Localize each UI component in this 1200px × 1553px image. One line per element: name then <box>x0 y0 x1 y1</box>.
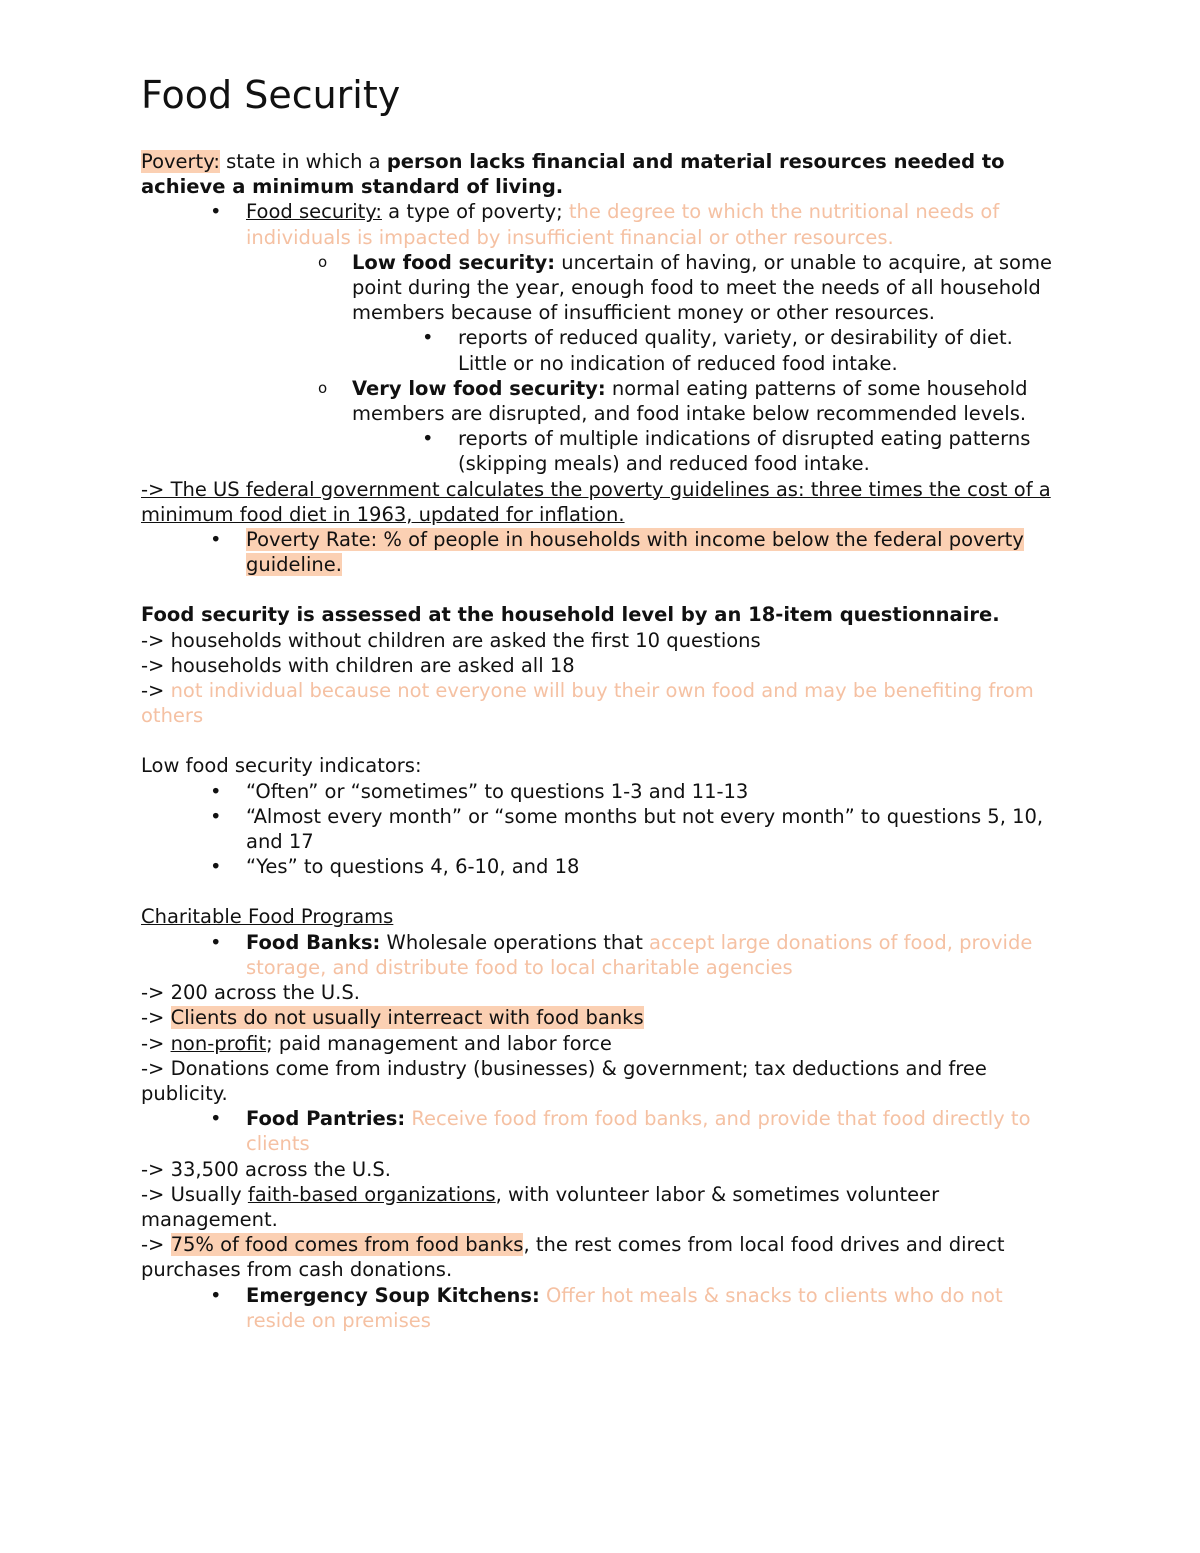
page-title: Food Security <box>141 73 401 117</box>
spacer <box>141 728 1061 753</box>
low-food-security-term: Low food security: <box>352 250 556 274</box>
bullet-icon: • <box>422 326 434 350</box>
bullet-icon: • <box>210 804 222 828</box>
food-security-term: Food security: <box>246 200 382 224</box>
soup-kitchens-item <box>141 1283 1061 1333</box>
indicator-item: • “Yes” to questions 4, 6-10, and 18 <box>210 855 580 879</box>
poverty-lead: state in which a <box>219 150 387 173</box>
guideline-note <box>141 477 1061 527</box>
assessment-line-2: -> households with children are asked all 18 <box>141 653 575 677</box>
food-pantries-highlight: 75% of food comes from food banks <box>170 1233 524 1257</box>
indicator-item: • “Almost every month” or “some months but not every month” to questions 5, 10, and 17 <box>210 804 1044 854</box>
bullet-icon: • <box>210 528 222 552</box>
bullet-icon: • <box>210 1283 222 1307</box>
food-security-item <box>141 199 1061 249</box>
bullet-icon: • <box>210 200 222 224</box>
poverty-rate-item <box>141 527 1061 577</box>
document-page <box>141 70 1061 1333</box>
sub-bullet-icon: o <box>318 378 328 397</box>
very-low-food-security-detail-text: reports of multiple indications of disrupted eating patterns (skipping meals) and reduced food intake. <box>458 427 1031 476</box>
poverty-term: Poverty: <box>141 150 220 173</box>
food-pantries-term: Food Pantries: <box>246 1107 406 1131</box>
assessment-heading: Food security is assessed at the household level by an 18-item questionnaire. <box>141 603 1000 627</box>
food-pantries-accent: Receive food from food banks, and provide that food directly to clients <box>246 1107 1031 1156</box>
programs-heading: Charitable Food Programs <box>141 905 394 929</box>
low-food-security-detail-text: reports of reduced quality, variety, or desirability of diet. Little or no indication of reduced food intake. <box>458 326 1013 375</box>
bullet-icon: • <box>210 930 222 954</box>
bullet-icon: • <box>210 779 222 803</box>
food-pantries-usually: -> Usually faith-based organizations, with volunteer labor & sometimes volunteer management. <box>141 1182 940 1231</box>
sub-bullet-icon: o <box>318 252 328 271</box>
assessment-accent: not individual because not everyone will buy their own food and may be benefiting from others <box>141 679 1034 728</box>
bullet-icon: • <box>210 1107 222 1131</box>
spacer <box>141 879 1061 904</box>
soup-kitchens-accent: Offer hot meals & snacks to clients who do not reside on premises <box>246 1283 1003 1332</box>
food-security-text: a type of poverty; <box>381 200 569 224</box>
food-pantries-share: -> 75% of food comes from food banks, the rest comes from local food drives and direct purchases from cash donations. <box>141 1233 1005 1282</box>
low-food-security-detail <box>141 325 1061 375</box>
food-banks-count: -> 200 across the U.S. <box>141 981 360 1005</box>
food-banks-accent: accept large donations of food, provide storage, and distribute food to local charitable agencies <box>246 930 1033 979</box>
soup-kitchens-term: Emergency Soup Kitchens: <box>246 1283 540 1307</box>
food-banks-nonprofit: -> non-profit; paid management and labor force <box>141 1031 612 1055</box>
food-pantries-count: -> 33,500 across the U.S. <box>141 1157 391 1181</box>
guideline-note-text: -> The US federal government calculates the poverty guidelines as: three times the cost of a minimum food diet in 1963, updated for inflation. <box>141 477 1051 526</box>
very-low-food-security-term: Very low food security: <box>352 376 606 400</box>
spacer <box>141 577 1061 602</box>
poverty-definition <box>141 149 1061 199</box>
assessment-line-3: -> not individual because not everyone will buy their own food and may be benefiting from others <box>141 679 1034 728</box>
indicators-heading: Low food security indicators: <box>141 754 422 778</box>
food-banks-term: Food Banks: <box>246 930 381 954</box>
low-food-security-item <box>141 250 1061 326</box>
food-banks-item: • Food Banks: Wholesale operations that accept large donations of food, provide storage, and distribute food to local charitable agencies <box>210 930 1033 979</box>
very-low-food-security-detail <box>141 426 1061 476</box>
bullet-icon: • <box>422 427 434 451</box>
food-banks-highlight: Clients do not usually interreact with food banks <box>170 1006 644 1030</box>
food-banks-donations: -> Donations come from industry (businesses) & government; tax deductions and free publicity. <box>141 1056 987 1105</box>
food-pantries-item <box>141 1106 1061 1156</box>
poverty-rate-text: Poverty Rate: % of people in households with income below the federal poverty guideline. <box>246 528 1024 577</box>
bullet-icon: • <box>210 855 222 879</box>
assessment-line-1: -> households without children are asked the first 10 questions <box>141 628 761 652</box>
very-low-food-security-text: normal eating patterns of some household members are disrupted, and food intake below recommended levels. <box>352 376 1028 426</box>
poverty-bold-definition: person lacks financial and material resources needed to achieve a minimum standard of living. <box>141 150 1005 199</box>
very-low-food-security-item <box>141 376 1061 426</box>
indicator-item: • “Often” or “sometimes” to questions 1-3 and 11-13 <box>210 779 749 803</box>
food-security-accent: the degree to which the nutritional needs of individuals is impacted by insufficient financial or other resources. <box>246 200 1000 249</box>
food-banks-clients: -> Clients do not usually interreact with food banks <box>141 1006 644 1030</box>
low-food-security-text: uncertain of having, or unable to acquire, at some point during the year, enough food to meet the needs of all household members because of insufficient money or other resources. <box>352 250 1052 325</box>
